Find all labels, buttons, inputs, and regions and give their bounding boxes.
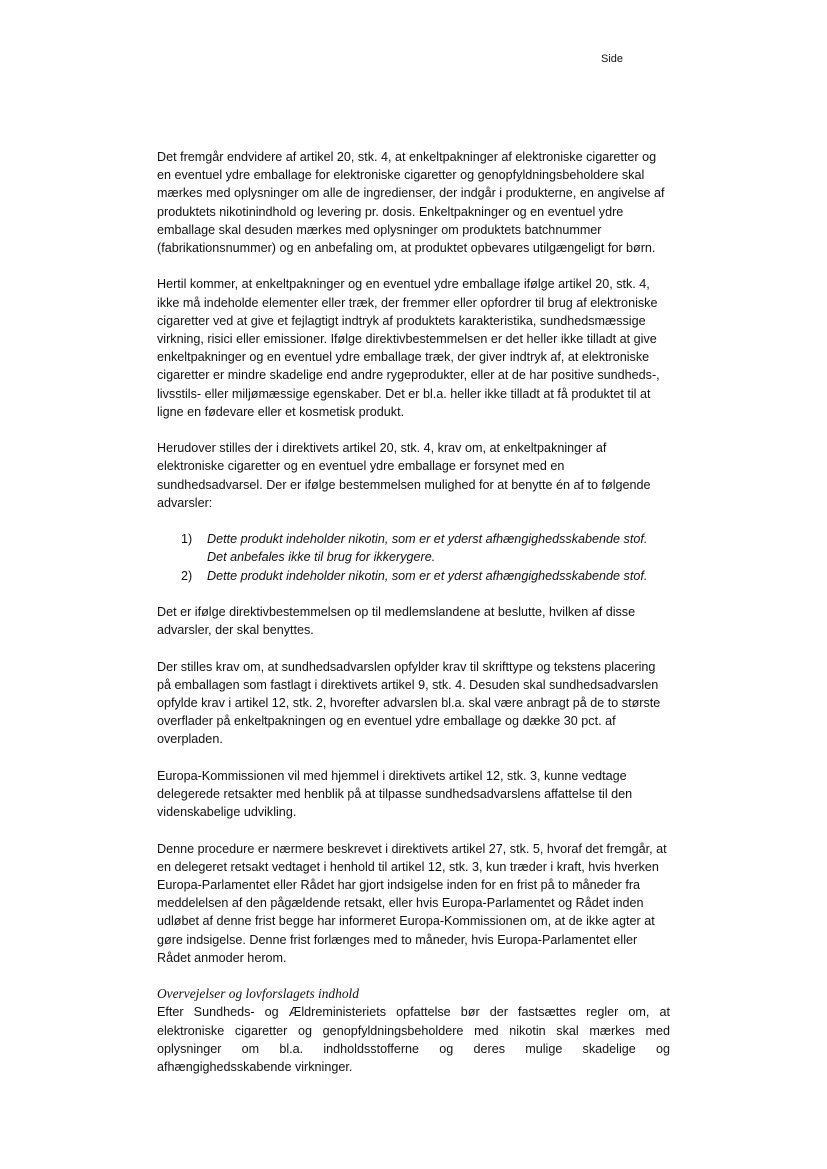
paragraph-delegated-acts: Europa-Kommissionen vil med hjemmel i direktivets artikel 12, stk. 3, kunne vedtage delegerede retsakter med henblik på at tilpasse sundhedsadvarslens affattelse til den videnskabelige udvikling. — [157, 768, 633, 820]
section-body: Efter Sundheds- og Ældreministeriets opfattelse bør der fastsættes regler om, at elektroniske cigaretter og genopfyldningsbeholdere med nikotin skal mærkes med oplysninger om bl.a. indholdsstofferne og deres mulige skadelige og afhængighedsskabende virkninger. — [157, 1005, 670, 1075]
warning-number: 2) — [181, 568, 193, 583]
warning-item-1 — [157, 530, 670, 566]
document-body — [157, 148, 670, 1094]
paragraph-font-placement: Der stilles krav om, at sundhedsadvarslen opfylder krav til skrifttype og tekstens placering på emballagen som fastlagt i direktivets artikel 9, stk. 4. Desuden skal sundhedsadvarslen opfylde krav i artikel 12, stk. 2, hvorefter advarslen bl.a. skal være anbragt på de to største overflader på enkeltpakningen og en eventuel ydre emballage og dække 30 pct. af overpladen. — [157, 659, 661, 747]
paragraph-labeling-ingredients: Det fremgår endvidere af artikel 20, stk. 4, at enkeltpakninger af elektroniske cigaretter og en eventuel ydre emballage for elektroniske cigaretter og genopfyldningsbeholdere skal mærkes med oplysninger om alle de ingredienser, der indgår i produkterne, en angivelse af produktets nikotinindhold og levering pr. dosis. Enkeltpakninger og en eventuel ydre emballage skal desuden mærkes med oplysninger om produktets batchnummer (fabrikationsnummer) og en anbefaling om, at produktet opbevares utilgængeligt for børn. — [157, 150, 665, 256]
paragraph-member-state-choice: Det er ifølge direktivbestemmelsen op til medlemslandene at beslutte, hvilken af disse advarsler, der skal benyttes. — [157, 605, 636, 638]
paragraph-health-warning-requirement: Herudover stilles der i direktivets artikel 20, stk. 4, krav om, at enkeltpakninger af elektroniske cigaretter og en eventuel ydre emballage er forsynet med en sundhedsadvarsel. Der er ifølge bestemmelsen mulighed for at benytte én af to følgende advarsler: — [157, 441, 651, 510]
warning-number: 1) — [181, 532, 193, 547]
warning-text-line2: Det anbefales ikke til brug for ikkerygere. — [207, 550, 436, 565]
paragraph-procedure: Denne procedure er nærmere beskrevet i direktivets artikel 27, stk. 5, hvoraf det fremgår, at en delegeret retsakt vedtaget i henhold til artikel 12, stk. 3, kun træder i kraft, hvis hverken Europa-Parlamentet eller Rådet har gjort indsigelse inden for en frist på to måneder fra meddelelsen af den pågældende retsakt, eller hvis Europa-Parlamentet og Rådet inden udløbet af denne frist begge har informeret Europa-Kommissionen om, at de ikke agter at gøre indsigelse. Denne frist forlænges med to måneder, hvis Europa-Parlamentet eller Rådet anmoder herom. — [157, 841, 667, 965]
warning-text: Dette produkt indeholder nikotin, som er et yderst afhængighedsskabende stof. — [207, 568, 648, 583]
paragraph-misleading-elements: Hertil kommer, at enkeltpakninger og en eventuel ydre emballage ifølge artikel 20, stk. 4, ikke må indeholde elementer eller træk, der fremmer eller opfordrer til brug af elektroniske cigaretter ved at give et fejlagtigt indtryk af produktets karakteristika, sundhedsmæssige virkning, risici eller emissioner. Ifølge direktivbestemmelsen er det heller ikke tilladt at give enkeltpakninger og en eventuel ydre emballage træk, der giver indtryk af, at elektroniske cigaretter er mindre skadelige end andre rygeprodukter, eller at de har positive sundheds-, livsstils- eller miljømæssige egenskaber. Det er bl.a. heller ikke tilladt at få produktet til at ligne en fødevare eller et kosmetisk produkt. — [157, 277, 660, 419]
warning-text: Dette produkt indeholder nikotin, som er et yderst afhængighedsskabende stof. — [207, 532, 648, 547]
warning-list — [157, 530, 670, 585]
warning-item-2 — [157, 567, 670, 585]
page-label: Side — [601, 53, 624, 65]
section-heading: Overvejelser og lovforslagets indhold — [157, 986, 359, 1002]
